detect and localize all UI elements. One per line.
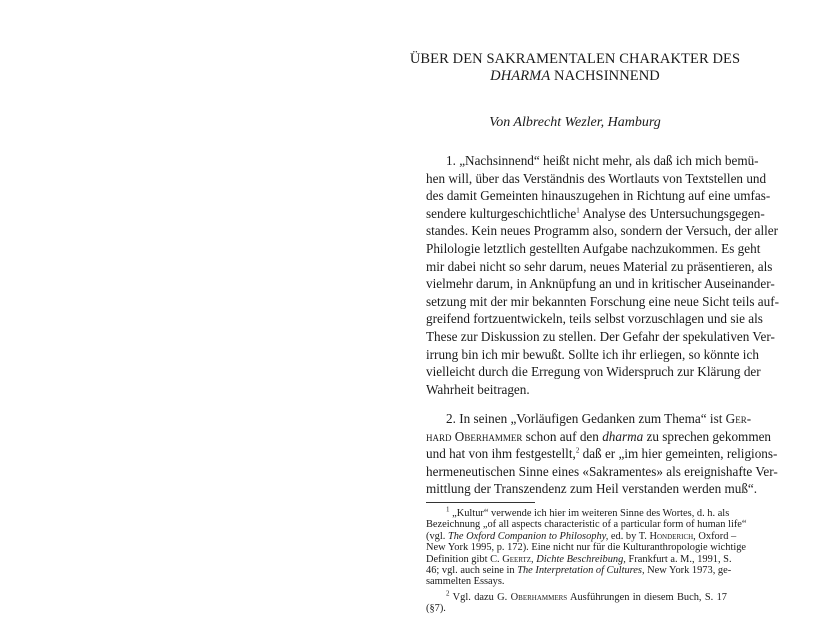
- chapter-title-line-2: [400, 68, 750, 85]
- footnote-text: „Kultur“ verwende ich hier im weiteren Sinne des Wortes, d. h. als: [452, 508, 730, 519]
- body-line: mittlung der Transzendenz zum Heil verstanden werden muß“.: [426, 481, 758, 497]
- body-text: zu sprechen gekommen: [643, 428, 772, 444]
- footnote-text: Oxford –: [695, 530, 737, 542]
- author-line: Von Albrecht Wezler, Hamburg: [489, 115, 661, 130]
- footnote-line: [446, 589, 727, 604]
- small-caps-name: hard Oberhammer: [426, 428, 523, 444]
- body-line: irrung bin ich mir bewußt. Sollte ich ihr erliegen, so könnte ich: [426, 346, 759, 362]
- body-line: [426, 445, 778, 463]
- body-text: sendere kulturgeschichtliche: [426, 205, 577, 221]
- footnote-text: (vgl.: [426, 530, 448, 542]
- footnote-separator: [426, 502, 535, 503]
- footnote-mark: 2: [446, 589, 450, 598]
- footnote-text: New York 1973, ge-: [644, 565, 732, 576]
- body-line: mir dabei nicht so sehr darum, neues Material zu präsentieren, als: [426, 258, 773, 274]
- body-line: Philologie letztlich gestellten Aufgabe nachzukommen. Es geht: [426, 241, 761, 256]
- body-line: vielleicht durch die Erregung von Widerspruch zur Klärung der: [426, 364, 761, 380]
- small-caps-name: Geertz,: [502, 553, 534, 565]
- body-line: [426, 205, 765, 223]
- footnote-line: [426, 565, 732, 577]
- small-caps-name: Ger-: [725, 411, 752, 426]
- body-line: hermeneutischen Sinne eines «Sakramentes» als ereignishafte Ver-: [426, 463, 778, 479]
- chapter-title-rest: NACHSINNEND: [550, 68, 660, 84]
- body-line: Wahrheit beitragen.: [426, 381, 530, 397]
- body-line: [426, 428, 772, 446]
- footnote-line: (§7).: [426, 603, 446, 615]
- small-caps-name: Oberhammers: [510, 591, 568, 603]
- body-line: hen will, über das Verständnis des Wortlauts von Textstellen und: [426, 170, 767, 186]
- body-line: des damit Gemeinten hinauszugehen in Richtung auf eine umfas-: [426, 188, 771, 204]
- footnote-line: sammelten Essays.: [426, 576, 505, 588]
- footnote-text: Vgl. dazu G.: [452, 591, 511, 603]
- footnote-ref-2: 2: [575, 446, 580, 455]
- footnote-text: ed. by T.: [608, 530, 650, 542]
- footnote-line: New York 1995, p. 172). Eine nicht nur für die Kulturanthropologie wichtige: [426, 542, 747, 554]
- footnote-ref-1: 1: [576, 206, 580, 215]
- footnote-italic: Dichte Beschreibung,: [533, 553, 626, 565]
- body-line: greifend fortzuentwickeln, teils selbst vorzuschlagen und sie als: [426, 311, 763, 327]
- body-line: standes. Kein neues Programm also, sondern der Versuch, der aller: [426, 223, 779, 239]
- small-caps-name: Honderich,: [649, 530, 696, 542]
- italic-term: dharma: [602, 428, 644, 444]
- footnote-text: Definition gibt C.: [426, 553, 503, 565]
- footnote-text: 46; vgl. auch seine in: [426, 565, 518, 576]
- chapter-title-italic-word: DHARMA: [490, 68, 551, 84]
- body-line: setzung mit der mir bekannten Forschung eine neue Sicht teils auf-: [426, 293, 780, 309]
- footnote-line: [426, 553, 732, 566]
- body-text: Analyse des Untersuchungsgegen-: [579, 205, 765, 221]
- footnote-text: Frankfurt a. M., 1991, S.: [625, 553, 732, 565]
- footnote-line: Bezeichnung „of all aspects characteristic of a particular form of human life“: [426, 519, 747, 531]
- body-text: und hat von ihm festgestellt,: [426, 446, 576, 462]
- footnote-line: [446, 505, 730, 520]
- chapter-title-line-1: ÜBER DEN SAKRAMENTALEN CHARAKTER DES: [409, 51, 741, 67]
- footnote-italic: The Oxford Companion to Philosophy,: [447, 530, 609, 542]
- body-text: daß er „im hier gemeinten, religions-: [579, 446, 778, 462]
- footnote-text: Ausführungen in diesem Buch, S. 17: [567, 591, 727, 603]
- body-line: [446, 410, 752, 428]
- body-line: 1. „Nachsinnend“ heißt nicht mehr, als daß ich mich bemü-: [446, 153, 759, 168]
- body-text: 2. In seinen „Vorläufigen Gedanken zum Thema“ ist: [446, 411, 726, 426]
- footnote-mark: 1: [446, 505, 450, 514]
- footnote-line: [426, 530, 737, 543]
- body-line: vielmehr darum, in Anknüpfung an und in kritischer Auseinander-: [426, 276, 775, 292]
- body-line: These zur Diskussion zu stellen. Der Gefahr der spekulativen Ver-: [426, 329, 775, 344]
- body-text: schon auf den: [522, 428, 603, 444]
- footnote-italic: The Interpretation of Cultures,: [517, 565, 645, 576]
